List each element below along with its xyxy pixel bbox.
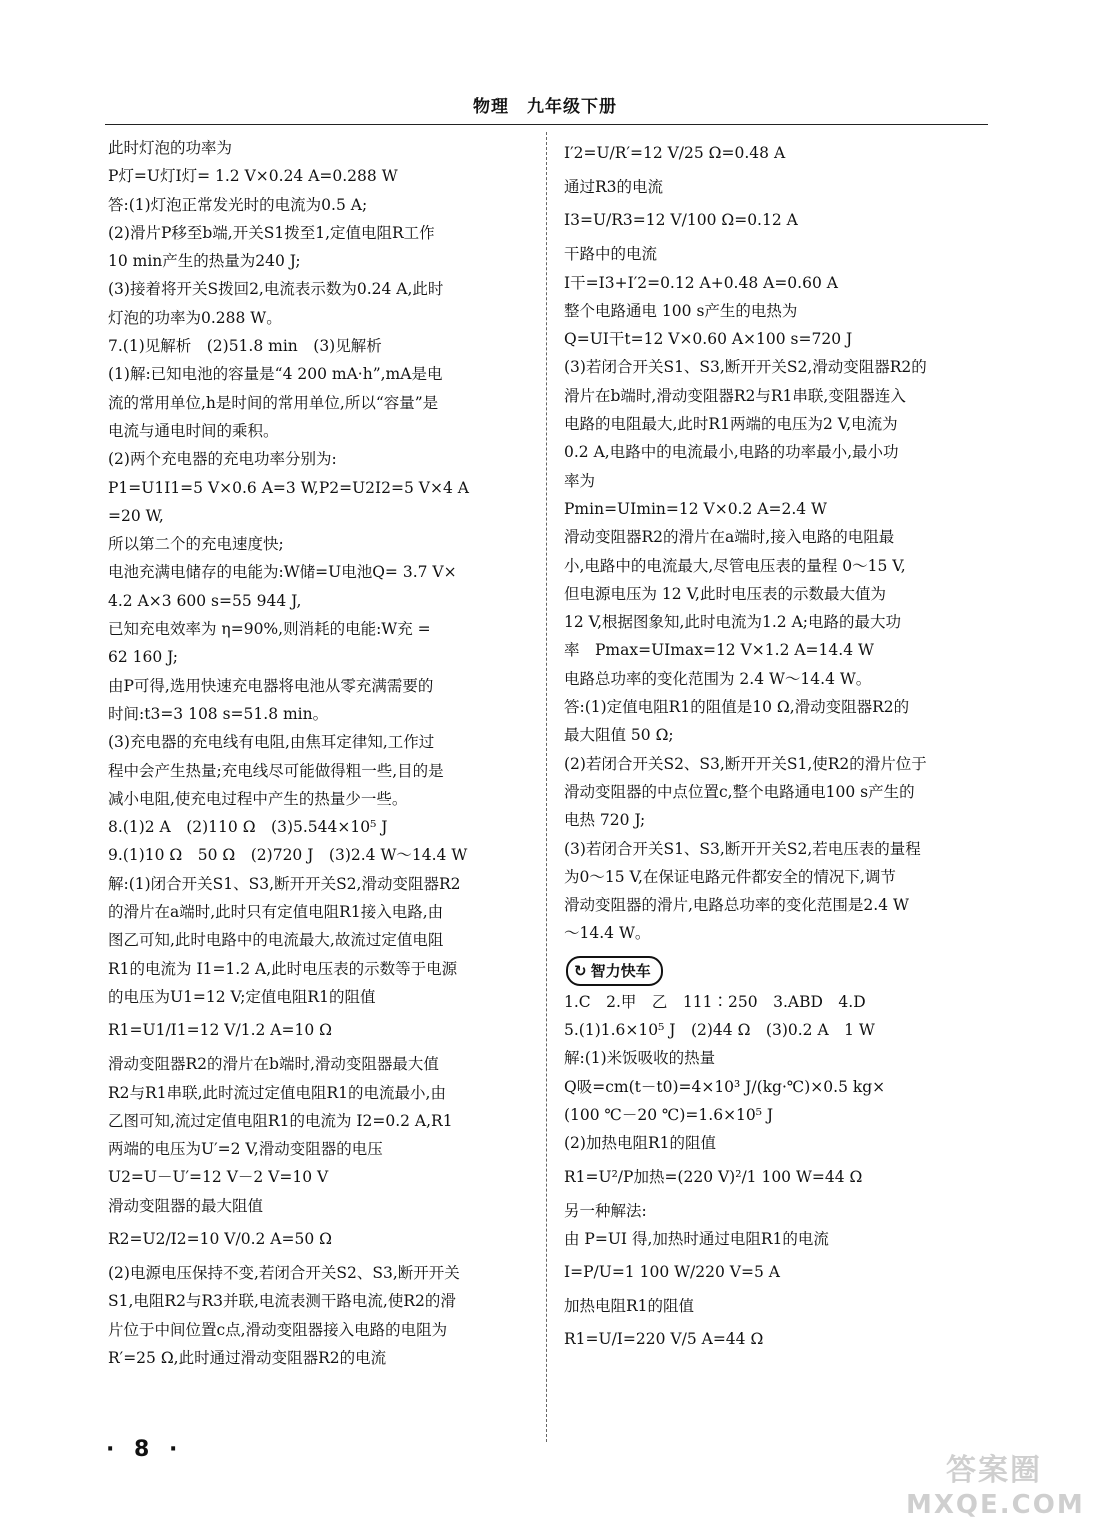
text-line: 滑动变阻器的滑片,电路总功率的变化范围是2.4 W — [564, 896, 909, 915]
watermark-url: MXQE.COM — [906, 1490, 1085, 1520]
text-line: 另一种解法: — [564, 1201, 647, 1220]
formula-line: I=P/U=1 100 W/220 V=5 A — [564, 1263, 780, 1282]
text-line: (2)电源电压保持不变,若闭合开关S2、S3,断开开关 — [108, 1263, 460, 1282]
text-line: (2)滑片P移至b端,开关S1拨至1,定值电阻R工作 — [108, 223, 435, 242]
text-line: 电流与通电时间的乘积。 — [108, 421, 279, 440]
text-line: 0.2 A,电路中的电流最小,电路的功率最小,最小功 — [564, 443, 899, 462]
left-column — [108, 134, 528, 1372]
text-line: 滑动变阻器R2的滑片在a端时,接入电路的电阻最 — [564, 528, 895, 547]
formula-line: 率 Pmax=UImax=12 V×1.2 A=14.4 W — [564, 641, 874, 660]
formula-line: I3=U/R3=12 V/100 Ω=0.12 A — [564, 211, 798, 230]
formula-line: I′2=U/R′=12 V/25 Ω=0.48 A — [564, 144, 786, 162]
header-rule — [105, 124, 988, 125]
formula-line: Pmin=UImin=12 V×0.2 A=2.4 W — [564, 499, 827, 518]
text-line: 滑动变阻器的中点位置c,整个电路通电100 s产生的 — [564, 782, 915, 801]
question-5-answer: 5.(1)1.6×10⁵ J (2)44 Ω (3)0.2 A 1 W — [564, 1021, 875, 1040]
text-line: 62 160 J; — [108, 648, 178, 667]
page-number: · 8 · — [106, 1437, 184, 1462]
section-badge — [566, 956, 663, 986]
text-line: 干路中的电流 — [564, 245, 658, 264]
text-line: (3)充电器的充电线有电阻,由焦耳定律知,工作过 — [108, 733, 435, 752]
text-line: (3)若闭合开关S1、S3,断开开关S2,滑动变阻器R2的 — [564, 358, 927, 377]
formula-line: P1=U1I1=5 V×0.6 A=3 W,P2=U2I2=5 V×4 A — [108, 478, 469, 497]
text-line: 的滑片在a端时,此时只有定值电阻R1接入电路,由 — [108, 903, 444, 922]
text-line: 10 min产生的热量为240 J; — [108, 252, 301, 271]
text-line: 时间:t3=3 108 s=51.8 min。 — [108, 704, 329, 723]
text-line: (2)两个充电器的充电功率分别为: — [108, 450, 337, 469]
text-line: 整个电路通电 100 s产生的电热为 — [564, 301, 798, 320]
text-line: ～14.4 W。 — [564, 924, 651, 943]
text-line: 答:(1)灯泡正常发光时的电流为0.5 A; — [108, 195, 368, 214]
text-line: 最大阻值 50 Ω; — [564, 726, 674, 745]
text-line: (2)加热电阻R1的阻值 — [564, 1134, 716, 1153]
text-line: 加热电阻R1的阻值 — [564, 1297, 695, 1316]
formula-line: Q吸=cm(t－t0)=4×10³ J/(kg·℃)×0.5 kg× — [564, 1077, 886, 1096]
text-line: 但电源电压为 12 V,此时电压表的示数最大值为 — [564, 584, 886, 603]
text-line: 电路的电阻最大,此时R1两端的电压为2 V,电流为 — [564, 415, 898, 434]
text-line: R′=25 Ω,此时通过滑动变阻器R2的电流 — [108, 1348, 387, 1367]
text-line: (3)若闭合开关S1、S3,断开开关S2,若电压表的量程 — [564, 839, 921, 858]
text-line: 解:(1)米饭吸收的热量 — [564, 1049, 716, 1068]
text-line: 通过R3的电流 — [564, 178, 664, 196]
text-line: 由P可得,选用快速充电器将电池从零充满需要的 — [108, 676, 434, 695]
text-line: 滑片在b端时,滑动变阻器R2与R1串联,变阻器连入 — [564, 386, 906, 405]
text-line: 图乙可知,此时电路中的电流最大,故流过定值电阻 — [108, 931, 444, 950]
text-line: (3)接着将开关S拨回2,电流表示数为0.24 A,此时 — [108, 280, 444, 299]
text-line: 为0～15 V,在保证电路元件都安全的情况下,调节 — [564, 867, 896, 886]
formula-line: U2=U－U′=12 V－2 V=10 V — [108, 1168, 329, 1187]
text-line: 程中会产生热量;充电线尽可能做得粗一些,目的是 — [108, 761, 444, 780]
text-line: 此时灯泡的功率为 — [108, 139, 233, 157]
page-header: 物理 九年级下册 — [473, 97, 617, 117]
question-9-answer: 9.(1)10 Ω 50 Ω (2)720 J (3)2.4 W～14.4 W — [108, 846, 468, 865]
text-line: S1,电阻R2与R3并联,电流表测干路电流,使R2的滑 — [108, 1292, 456, 1311]
text-line: 减小电阻,使充电过程中产生的热量少一些。 — [108, 789, 408, 808]
watermark-text: 答案圈 — [946, 1453, 1042, 1488]
text-line: 率为 — [564, 471, 596, 490]
text-line: 流的常用单位,h是时间的常用单位,所以“容量”是 — [108, 393, 439, 412]
right-column — [564, 134, 988, 1359]
text-line: 4.2 A×3 600 s=55 944 J, — [108, 591, 302, 610]
text-line: 由 P=UI 得,加热时通过电阻R1的电流 — [564, 1229, 829, 1248]
formula-line: Q=UI干t=12 V×0.60 A×100 s=720 J — [564, 330, 853, 349]
curved-arrow-icon: ↻ — [574, 961, 587, 980]
formula-line: R2=U2/I2=10 V/0.2 A=50 Ω — [108, 1229, 332, 1248]
text-line: 电热 720 J; — [564, 811, 646, 830]
question-8-answer: 8.(1)2 A (2)110 Ω (3)5.544×10⁵ J — [108, 818, 388, 837]
formula-line: R1=U²/P加热=(220 V)²/1 100 W=44 Ω — [564, 1167, 863, 1186]
text-line: 所以第二个的充电速度快; — [108, 535, 284, 554]
text-line: 电路总功率的变化范围为 2.4 W～14.4 W。 — [564, 669, 872, 688]
text-line: 灯泡的功率为0.288 W。 — [108, 308, 282, 327]
formula-line: =20 W, — [108, 506, 164, 525]
text-line: 滑动变阻器R2的滑片在b端时,滑动变阻器最大值 — [108, 1055, 439, 1074]
formula-line: R1=U/I=220 V/5 A=44 Ω — [564, 1330, 764, 1349]
answer-line: 1.C 2.甲 乙 111∶250 3.ABD 4.D — [564, 992, 866, 1011]
formula-line: P灯=U灯I灯= 1.2 V×0.24 A=0.288 W — [108, 167, 398, 186]
text-line: 的电压为U1=12 V;定值电阻R1的阻值 — [108, 987, 376, 1006]
text-line: 滑动变阻器的最大阻值 — [108, 1196, 264, 1215]
text-line: 两端的电压为U′=2 V,滑动变阻器的电压 — [108, 1140, 383, 1159]
text-line: 片位于中间位置c点,滑动变阻器接入电路的电阻为 — [108, 1320, 448, 1339]
text-line: 电池充满电储存的电能为:W储=U电池Q= 3.7 V× — [108, 563, 457, 582]
text-line: (2)若闭合开关S2、S3,断开开关S1,使R2的滑片位于 — [564, 754, 927, 773]
text-line: (1)解:已知电池的容量是“4 200 mA·h”,mA是电 — [108, 365, 443, 384]
text-line: R1的电流为 I1=1.2 A,此时电压表的示数等于电源 — [108, 959, 458, 978]
text-line: 已知充电效率为 η=90%,则消耗的电能:W充 = — [108, 620, 431, 639]
text-line: 小,电路中的电流最大,尽管电压表的量程 0～15 V, — [564, 556, 906, 575]
text-line: 12 V,根据图象知,此时电流为1.2 A;电路的最大功 — [564, 613, 901, 632]
formula-line: R1=U1/I1=12 V/1.2 A=10 Ω — [108, 1021, 332, 1040]
section-badge-label: 智力快车 — [590, 961, 651, 980]
formula-line: I干=I3+I′2=0.12 A+0.48 A=0.60 A — [564, 273, 838, 292]
watermark — [906, 1452, 1085, 1532]
text-line: 答:(1)定值电阻R1的阻值是10 Ω,滑动变阻器R2的 — [564, 698, 910, 717]
question-7-answer: 7.(1)见解析 (2)51.8 min (3)见解析 — [108, 337, 382, 356]
formula-line: (100 ℃－20 ℃)=1.6×10⁵ J — [564, 1105, 774, 1124]
text-line: R2与R1串联,此时流过定值电阻R1的电流最小,由 — [108, 1083, 446, 1102]
text-line: 解:(1)闭合开关S1、S3,断开开关S2,滑动变阻器R2 — [108, 874, 461, 893]
text-line: 乙图可知,流过定值电阻R1的电流为 I2=0.2 A,R1 — [108, 1111, 453, 1130]
column-divider — [546, 132, 547, 1442]
